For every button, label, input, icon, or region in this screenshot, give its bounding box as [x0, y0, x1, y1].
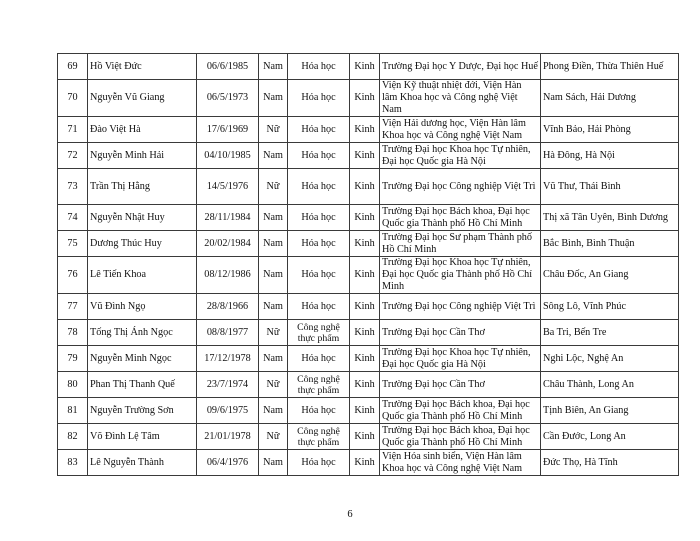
cell-organization: Trường Đại học Cần Thơ: [380, 320, 541, 346]
cell-hometown: Hà Đông, Hà Nội: [541, 143, 679, 169]
cell-hometown: Phong Điền, Thừa Thiên Huế: [541, 54, 679, 80]
cell-stt: 79: [58, 346, 88, 372]
cell-hometown: Thị xã Tân Uyên, Bình Dương: [541, 205, 679, 231]
cell-organization: Trường Đại học Khoa học Tự nhiên, Đại học Quốc gia Hà Nội: [380, 143, 541, 169]
cell-sex: Nam: [259, 231, 288, 257]
cell-major: Hóa học: [288, 398, 350, 424]
cell-dob: 14/5/1976: [197, 169, 259, 205]
cell-name: Lê Nguyễn Thành: [88, 450, 197, 476]
cell-name: Vũ Đình Ngọ: [88, 294, 197, 320]
cell-ethnicity: Kinh: [350, 424, 380, 450]
cell-stt: 71: [58, 117, 88, 143]
cell-stt: 76: [58, 257, 88, 294]
cell-organization: Viện Hải dương học, Viện Hàn lâm Khoa học và Công nghệ Việt Nam: [380, 117, 541, 143]
cell-name: Lê Tiến Khoa: [88, 257, 197, 294]
cell-ethnicity: Kinh: [350, 372, 380, 398]
cell-stt: 69: [58, 54, 88, 80]
cell-organization: Trường Đại học Cần Thơ: [380, 372, 541, 398]
cell-dob: 08/12/1986: [197, 257, 259, 294]
table-row: [58, 398, 679, 424]
cell-sex: Nam: [259, 346, 288, 372]
cell-sex: Nữ: [259, 169, 288, 205]
cell-major: Hóa học: [288, 117, 350, 143]
cell-organization: Trường Đại học Khoa học Tự nhiên, Đại học Quốc gia Thành phố Hồ Chí Minh: [380, 257, 541, 294]
cell-hometown: Châu Đốc, An Giang: [541, 257, 679, 294]
cell-major: Hóa học: [288, 231, 350, 257]
table-row: [58, 143, 679, 169]
cell-hometown: Nam Sách, Hải Dương: [541, 80, 679, 117]
candidate-table: [57, 53, 679, 476]
table-row: [58, 424, 679, 450]
cell-sex: Nam: [259, 205, 288, 231]
cell-dob: 09/6/1975: [197, 398, 259, 424]
cell-major: Hóa học: [288, 80, 350, 117]
cell-ethnicity: Kinh: [350, 54, 380, 80]
cell-name: Hồ Việt Đức: [88, 54, 197, 80]
table-row: [58, 346, 679, 372]
cell-major: Hóa học: [288, 143, 350, 169]
cell-organization: Trường Đại học Công nghiệp Việt Trì: [380, 294, 541, 320]
cell-major: Hóa học: [288, 346, 350, 372]
cell-name: Đào Việt Hà: [88, 117, 197, 143]
table-row: [58, 294, 679, 320]
cell-sex: Nam: [259, 143, 288, 169]
cell-ethnicity: Kinh: [350, 398, 380, 424]
cell-stt: 70: [58, 80, 88, 117]
cell-dob: 28/8/1966: [197, 294, 259, 320]
cell-ethnicity: Kinh: [350, 231, 380, 257]
cell-sex: Nữ: [259, 424, 288, 450]
table-row: [58, 257, 679, 294]
cell-hometown: Ba Tri, Bến Tre: [541, 320, 679, 346]
cell-stt: 72: [58, 143, 88, 169]
cell-major: Công nghệ thực phẩm: [288, 424, 350, 450]
cell-dob: 06/4/1976: [197, 450, 259, 476]
cell-major: Công nghệ thực phẩm: [288, 320, 350, 346]
cell-name: Võ Đình Lệ Tâm: [88, 424, 197, 450]
cell-hometown: Nghi Lộc, Nghệ An: [541, 346, 679, 372]
cell-dob: 04/10/1985: [197, 143, 259, 169]
cell-organization: Trường Đại học Sư phạm Thành phố Hồ Chí Minh: [380, 231, 541, 257]
cell-name: Phan Thị Thanh Quế: [88, 372, 197, 398]
cell-stt: 78: [58, 320, 88, 346]
cell-major: Hóa học: [288, 54, 350, 80]
cell-hometown: Sông Lô, Vĩnh Phúc: [541, 294, 679, 320]
cell-sex: Nam: [259, 398, 288, 424]
cell-stt: 81: [58, 398, 88, 424]
cell-organization: Trường Đại học Bách khoa, Đại học Quốc gia Thành phố Hồ Chí Minh: [380, 205, 541, 231]
cell-name: Nguyễn Minh Ngọc: [88, 346, 197, 372]
cell-major: Công nghệ thực phẩm: [288, 372, 350, 398]
cell-sex: Nữ: [259, 320, 288, 346]
table-row: [58, 117, 679, 143]
cell-dob: 23/7/1974: [197, 372, 259, 398]
cell-major: Hóa học: [288, 450, 350, 476]
cell-organization: Trường Đại học Công nghiệp Việt Trì: [380, 169, 541, 205]
cell-dob: 21/01/1978: [197, 424, 259, 450]
cell-hometown: Cần Đước, Long An: [541, 424, 679, 450]
cell-stt: 82: [58, 424, 88, 450]
cell-ethnicity: Kinh: [350, 205, 380, 231]
cell-major: Hóa học: [288, 205, 350, 231]
cell-major: Hóa học: [288, 257, 350, 294]
cell-ethnicity: Kinh: [350, 257, 380, 294]
cell-dob: 06/6/1985: [197, 54, 259, 80]
cell-dob: 17/12/1978: [197, 346, 259, 372]
cell-hometown: Châu Thành, Long An: [541, 372, 679, 398]
cell-dob: 20/02/1984: [197, 231, 259, 257]
cell-hometown: Tịnh Biên, An Giang: [541, 398, 679, 424]
cell-sex: Nam: [259, 450, 288, 476]
cell-sex: Nữ: [259, 372, 288, 398]
cell-name: Trần Thị Hằng: [88, 169, 197, 205]
cell-organization: Viện Hóa sinh biển, Viện Hàn lâm Khoa học và Công nghệ Việt Nam: [380, 450, 541, 476]
cell-hometown: Đức Thọ, Hà Tĩnh: [541, 450, 679, 476]
table-row: [58, 231, 679, 257]
table-row: [58, 320, 679, 346]
cell-sex: Nữ: [259, 117, 288, 143]
cell-stt: 83: [58, 450, 88, 476]
cell-name: Nguyễn Vũ Giang: [88, 80, 197, 117]
cell-organization: Viện Kỹ thuật nhiệt đới, Viện Hàn lâm Khoa học và Công nghệ Việt Nam: [380, 80, 541, 117]
cell-ethnicity: Kinh: [350, 320, 380, 346]
table-row: [58, 169, 679, 205]
cell-dob: 08/8/1977: [197, 320, 259, 346]
table-row: [58, 80, 679, 117]
cell-name: Tống Thị Ánh Ngọc: [88, 320, 197, 346]
candidate-table-body: [58, 54, 679, 476]
cell-dob: 06/5/1973: [197, 80, 259, 117]
cell-sex: Nam: [259, 257, 288, 294]
cell-sex: Nam: [259, 294, 288, 320]
page-number: 6: [347, 509, 353, 520]
table-row: [58, 372, 679, 398]
cell-name: Dương Thúc Huy: [88, 231, 197, 257]
cell-stt: 80: [58, 372, 88, 398]
cell-sex: Nam: [259, 54, 288, 80]
cell-hometown: Vũ Thư, Thái Bình: [541, 169, 679, 205]
cell-organization: Trường Đại học Y Dược, Đại học Huế: [380, 54, 541, 80]
cell-stt: 75: [58, 231, 88, 257]
cell-dob: 17/6/1969: [197, 117, 259, 143]
table-row: [58, 54, 679, 80]
cell-name: Nguyễn Minh Hải: [88, 143, 197, 169]
cell-ethnicity: Kinh: [350, 80, 380, 117]
cell-ethnicity: Kinh: [350, 450, 380, 476]
cell-organization: Trường Đại học Bách khoa, Đại học Quốc gia Thành phố Hồ Chí Minh: [380, 424, 541, 450]
cell-stt: 73: [58, 169, 88, 205]
cell-organization: Trường Đại học Bách khoa, Đại học Quốc gia Thành phố Hồ Chí Minh: [380, 398, 541, 424]
cell-organization: Trường Đại học Khoa học Tự nhiên, Đại học Quốc gia Hà Nội: [380, 346, 541, 372]
cell-ethnicity: Kinh: [350, 294, 380, 320]
cell-stt: 77: [58, 294, 88, 320]
cell-ethnicity: Kinh: [350, 346, 380, 372]
cell-hometown: Vĩnh Bảo, Hải Phòng: [541, 117, 679, 143]
cell-sex: Nam: [259, 80, 288, 117]
cell-name: Nguyễn Nhật Huy: [88, 205, 197, 231]
cell-stt: 74: [58, 205, 88, 231]
cell-hometown: Bắc Bình, Bình Thuận: [541, 231, 679, 257]
cell-dob: 28/11/1984: [197, 205, 259, 231]
cell-major: Hóa học: [288, 169, 350, 205]
cell-major: Hóa học: [288, 294, 350, 320]
cell-name: Nguyễn Trường Sơn: [88, 398, 197, 424]
cell-ethnicity: Kinh: [350, 169, 380, 205]
cell-ethnicity: Kinh: [350, 143, 380, 169]
table-row: [58, 450, 679, 476]
cell-ethnicity: Kinh: [350, 117, 380, 143]
table-row: [58, 205, 679, 231]
